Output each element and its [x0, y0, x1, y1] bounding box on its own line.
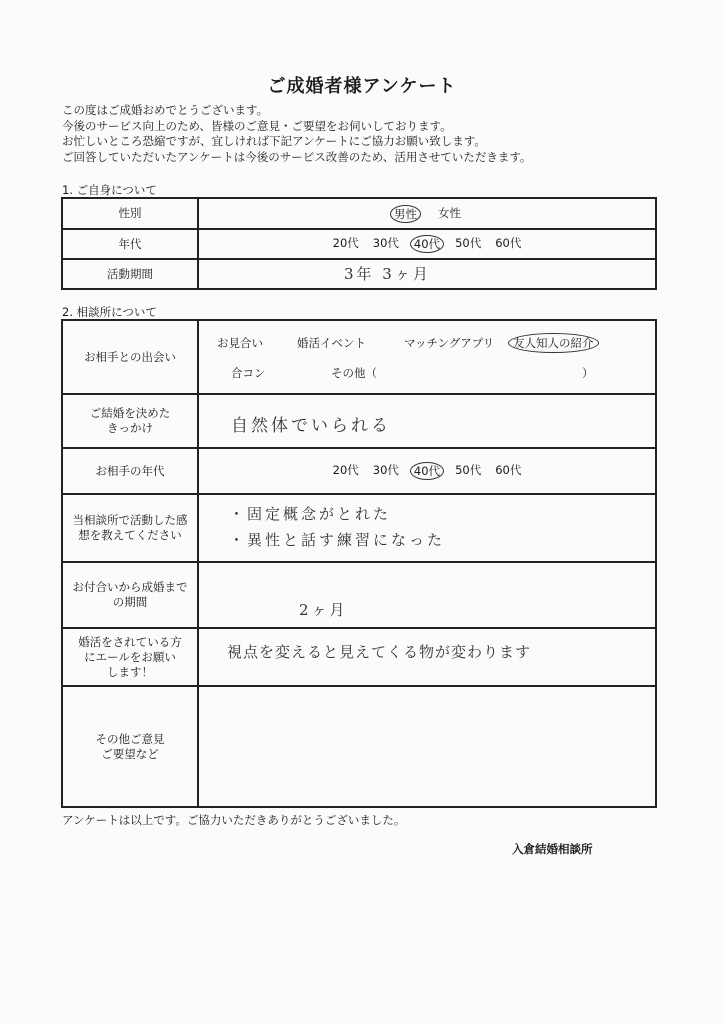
section2-table	[61, 319, 657, 808]
age-option-selected[interactable]: 40代	[410, 235, 444, 253]
other-label	[62, 686, 198, 807]
intro-line: お忙しいところ恐縮ですが、宜しければ下記アンケートにご協力お願い致します。	[62, 134, 486, 148]
intro-line: ご回答していただいたアンケートは今後のサービス改善のため、活用させていただきます。	[62, 149, 532, 164]
meeting-option[interactable]: 婚活イベント	[297, 336, 366, 350]
duration-label	[62, 562, 198, 628]
gender-option-male[interactable]: 男性	[390, 205, 421, 223]
message-answer: 視点を変えると見えてくる物が変わります	[227, 643, 532, 661]
meeting-option[interactable]: お見合い	[217, 336, 263, 350]
age-option[interactable]: 30代	[372, 236, 399, 250]
duration-label-line: お付合いから成婚まで	[72, 580, 188, 594]
impression-label-line: 当相談所で活動した感	[72, 513, 188, 527]
partner-age-option[interactable]: 50代	[455, 463, 482, 477]
period-field[interactable]	[198, 259, 656, 289]
meeting-option-selected[interactable]: 友人知人の紹介	[508, 333, 599, 353]
intro-line: 今後のサービス向上のため、皆様のご意見・ご要望をお伺いしております。	[62, 118, 452, 133]
other-field[interactable]	[198, 686, 656, 807]
company-name: 入倉結婚相談所	[512, 842, 593, 856]
impression-label	[62, 494, 198, 562]
partner-age-option[interactable]: 60代	[495, 463, 522, 477]
message-label-line: します！	[107, 664, 153, 679]
meeting-option[interactable]: 合コン	[231, 366, 266, 380]
reason-label	[62, 394, 198, 448]
meeting-option[interactable]: マッチングアプリ	[404, 336, 495, 350]
partner-age-label: お相手の年代	[62, 448, 198, 494]
partner-age-option[interactable]: 20代	[332, 463, 359, 477]
duration-field[interactable]	[198, 562, 656, 628]
message-label-line: にエールをお願い	[84, 649, 176, 664]
intro-text	[62, 103, 531, 165]
message-field[interactable]	[198, 628, 656, 686]
age-option[interactable]: 60代	[495, 236, 522, 250]
age-option[interactable]: 20代	[332, 236, 359, 250]
message-label-line: 婚活をされている方	[78, 634, 182, 649]
period-label: 活動期間	[62, 259, 198, 289]
partner-age-field	[198, 448, 656, 494]
section1-table	[61, 197, 657, 290]
impression-answer-2: ・異性と話す練習になった	[229, 531, 446, 549]
partner-age-option[interactable]: 30代	[372, 463, 399, 477]
gender-option-female[interactable]: 女性	[438, 205, 461, 220]
page-title: ご成婚者様アンケート	[267, 76, 457, 97]
age-field	[198, 229, 656, 259]
reason-label-line: きっかけ	[107, 421, 153, 435]
age-label: 年代	[62, 229, 198, 259]
other-label-line: その他ご意見	[95, 731, 165, 746]
intro-line: この度はご成婚おめでとうございます。	[62, 103, 269, 117]
duration-answer: 2ヶ月	[299, 601, 348, 619]
meeting-option-other[interactable]: その他（	[331, 366, 377, 380]
partner-age-option-selected[interactable]: 40代	[410, 462, 444, 480]
period-answer: 3年 3ヶ月	[344, 265, 431, 283]
other-label-line: ご要望など	[101, 746, 159, 761]
reason-answer: 自然体でいられる	[231, 416, 391, 436]
impression-answer-1: ・固定概念がとれた	[229, 505, 392, 523]
section2-heading: 2. 相談所について	[62, 305, 157, 319]
gender-field	[198, 198, 656, 229]
impression-label-line: 想を教えてください	[78, 528, 182, 542]
age-option[interactable]: 50代	[455, 236, 482, 250]
meeting-label: お相手との出会い	[62, 320, 198, 394]
impression-field[interactable]	[198, 494, 656, 562]
gender-label: 性別	[62, 198, 198, 229]
meeting-field	[198, 320, 656, 394]
meeting-other-close: ）	[582, 366, 594, 380]
reason-field[interactable]	[198, 394, 656, 448]
reason-label-line: ご結婚を決めた	[89, 406, 171, 420]
footer-text: アンケートは以上です。ご協力いただきありがとうございました。	[62, 813, 406, 827]
section1-heading: 1. ご自身について	[62, 183, 157, 197]
duration-label-line: の期間	[112, 595, 148, 609]
message-label	[62, 628, 198, 686]
